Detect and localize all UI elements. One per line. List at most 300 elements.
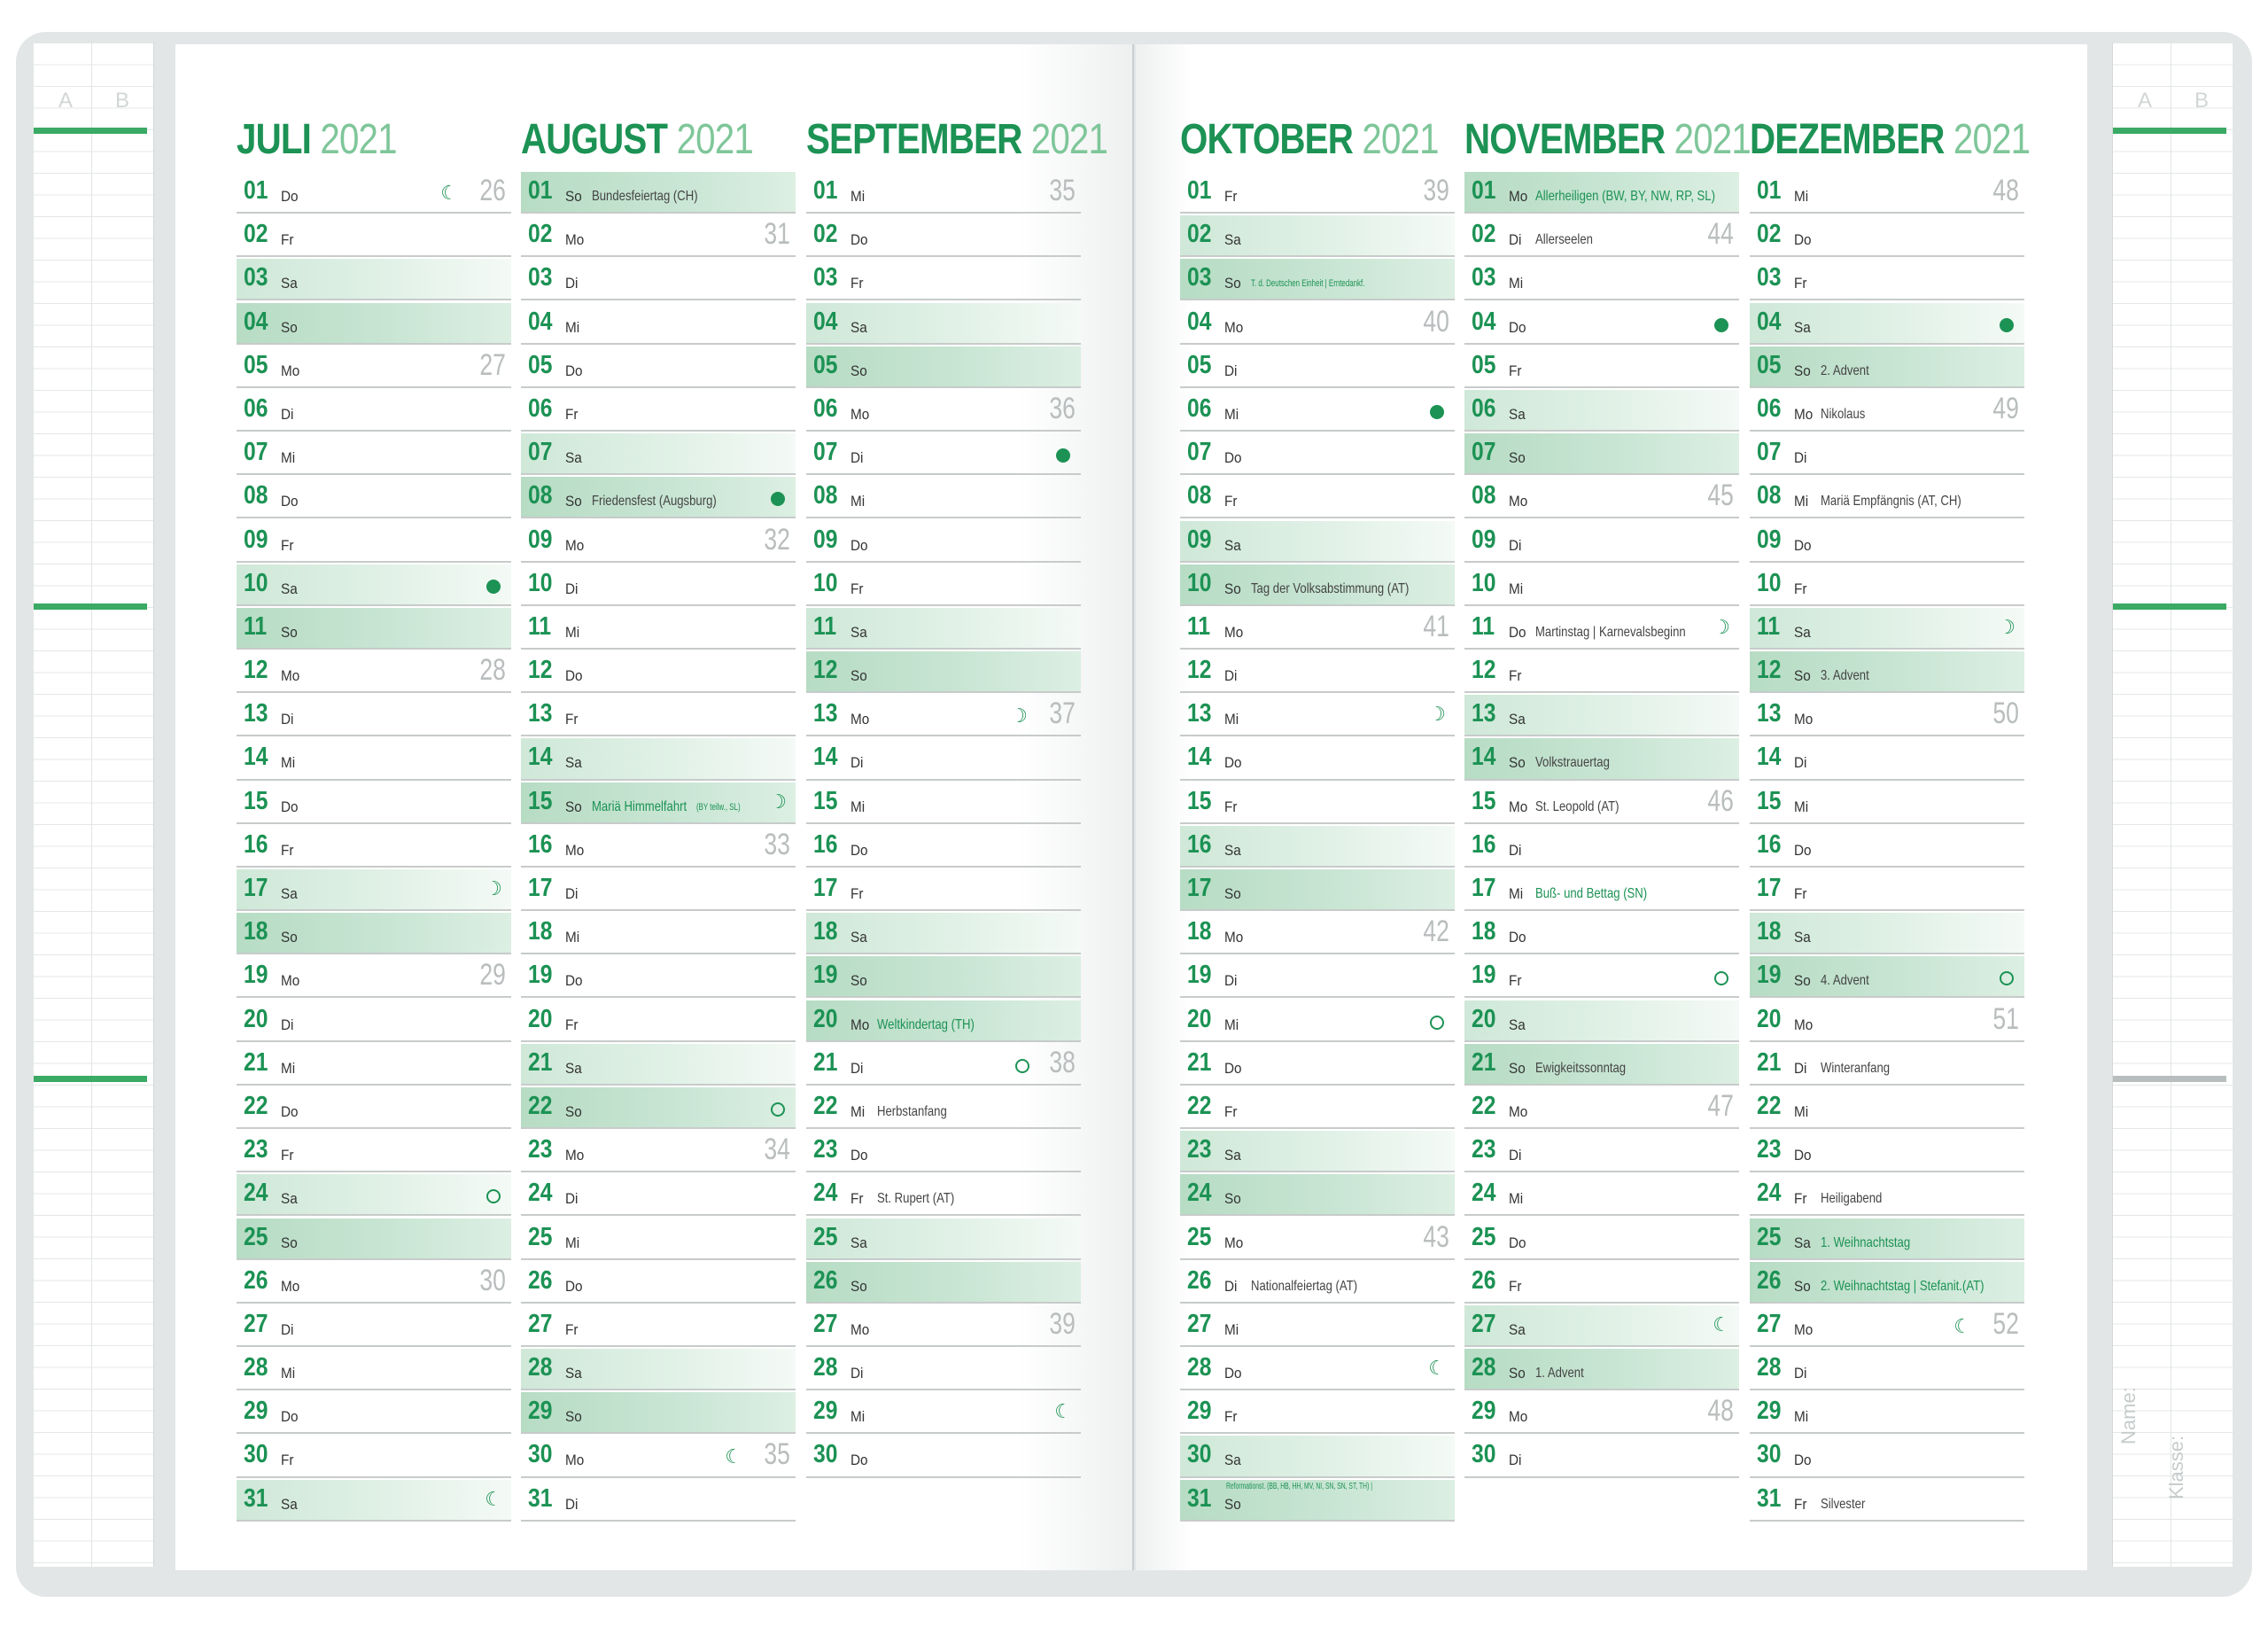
day-row[interactable] bbox=[521, 1392, 796, 1434]
day-row[interactable] bbox=[1464, 869, 1739, 911]
day-row[interactable] bbox=[521, 1174, 796, 1216]
day-row[interactable] bbox=[1180, 215, 1455, 257]
column-letter-b: B bbox=[2194, 89, 2210, 113]
day-row[interactable] bbox=[1464, 1436, 1739, 1477]
day-row[interactable] bbox=[237, 433, 511, 475]
day-number: 14 bbox=[1187, 743, 1212, 772]
day-row[interactable] bbox=[237, 826, 511, 868]
day-row[interactable] bbox=[1750, 608, 2024, 650]
day-row[interactable] bbox=[1750, 695, 2024, 736]
day-row[interactable] bbox=[237, 1392, 511, 1434]
day-row[interactable] bbox=[806, 390, 1081, 432]
day-row[interactable] bbox=[1464, 1087, 1739, 1129]
day-row[interactable] bbox=[521, 651, 796, 693]
day-list bbox=[1180, 172, 1455, 1522]
week-number: 32 bbox=[764, 522, 790, 557]
day-number: 27 bbox=[244, 1309, 268, 1338]
day-row[interactable] bbox=[521, 1305, 796, 1347]
day-number: 11 bbox=[1757, 611, 1781, 641]
day-row[interactable] bbox=[1180, 521, 1455, 563]
week-number: 50 bbox=[1992, 697, 2019, 731]
day-row[interactable] bbox=[806, 651, 1081, 693]
week-number: 35 bbox=[764, 1437, 790, 1472]
day-row[interactable] bbox=[806, 1262, 1081, 1304]
day-row[interactable] bbox=[1750, 1436, 2024, 1477]
day-row[interactable] bbox=[521, 346, 796, 388]
weekday-label: So bbox=[1224, 885, 1241, 902]
weekday-label: Mo bbox=[565, 536, 585, 554]
month-name: NOVEMBER bbox=[1464, 116, 1666, 163]
day-row[interactable] bbox=[806, 1087, 1081, 1129]
weekday-label: Fr bbox=[850, 885, 864, 902]
day-row[interactable] bbox=[521, 1480, 796, 1522]
day-row[interactable] bbox=[237, 346, 511, 388]
day-row[interactable] bbox=[1180, 303, 1455, 345]
weekday-label: Do bbox=[281, 1102, 299, 1120]
day-number: 14 bbox=[528, 743, 553, 772]
weekday-label: Mo bbox=[850, 1016, 870, 1033]
day-row[interactable] bbox=[521, 259, 796, 300]
day-row[interactable] bbox=[521, 695, 796, 736]
day-row[interactable] bbox=[521, 913, 796, 954]
day-row[interactable] bbox=[806, 172, 1081, 214]
day-number: 26 bbox=[1472, 1265, 1496, 1295]
day-row[interactable] bbox=[1750, 869, 2024, 911]
day-row[interactable] bbox=[806, 346, 1081, 388]
day-number: 10 bbox=[528, 568, 553, 597]
day-number: 12 bbox=[528, 656, 553, 685]
waxing-moon-icon: ☽ bbox=[1998, 615, 2016, 638]
day-row[interactable] bbox=[806, 869, 1081, 911]
weekday-label: Di bbox=[1794, 1059, 1807, 1077]
day-number: 01 bbox=[244, 176, 268, 205]
day-row[interactable] bbox=[1750, 1131, 2024, 1172]
day-row[interactable] bbox=[806, 1349, 1081, 1390]
day-row[interactable] bbox=[1464, 1392, 1739, 1434]
day-row[interactable] bbox=[1750, 1392, 2024, 1434]
day-number: 21 bbox=[1187, 1047, 1212, 1077]
day-number: 13 bbox=[244, 699, 268, 728]
day-row[interactable] bbox=[1750, 433, 2024, 475]
weekday-label: Do bbox=[565, 972, 583, 990]
day-number: 02 bbox=[1187, 220, 1212, 249]
weekday-label: Do bbox=[1794, 841, 1812, 859]
day-row[interactable] bbox=[521, 1349, 796, 1390]
day-row[interactable] bbox=[1750, 1044, 2024, 1086]
day-row[interactable] bbox=[1464, 1218, 1739, 1260]
day-row[interactable] bbox=[1464, 1349, 1739, 1390]
month-year: 2021 bbox=[1953, 116, 2031, 163]
day-row[interactable] bbox=[1180, 346, 1455, 388]
weekday-label: Di bbox=[565, 580, 579, 597]
day-row[interactable] bbox=[237, 564, 511, 606]
weekday-label: Mo bbox=[1794, 1016, 1814, 1033]
day-number: 30 bbox=[1187, 1440, 1212, 1469]
day-row[interactable] bbox=[1464, 1305, 1739, 1347]
day-row[interactable] bbox=[521, 521, 796, 563]
day-row[interactable] bbox=[1180, 1349, 1455, 1390]
day-row[interactable] bbox=[1464, 390, 1739, 432]
day-row[interactable] bbox=[806, 738, 1081, 780]
day-row[interactable] bbox=[806, 1131, 1081, 1172]
day-row[interactable] bbox=[1180, 1000, 1455, 1042]
day-row[interactable] bbox=[521, 608, 796, 650]
day-row[interactable] bbox=[521, 1087, 796, 1129]
weekday-label: So bbox=[1224, 275, 1241, 292]
day-row[interactable] bbox=[1750, 477, 2024, 518]
month-name: OKTOBER bbox=[1180, 116, 1353, 163]
day-number: 19 bbox=[528, 961, 553, 990]
day-row[interactable] bbox=[1750, 651, 2024, 693]
waning-moon-icon: ☾ bbox=[1428, 1357, 1446, 1380]
day-row[interactable] bbox=[1464, 913, 1739, 954]
new-moon-icon bbox=[486, 580, 501, 594]
day-row[interactable] bbox=[1464, 172, 1739, 214]
day-row[interactable] bbox=[1750, 259, 2024, 300]
day-row[interactable] bbox=[1180, 826, 1455, 868]
day-row[interactable] bbox=[1464, 1174, 1739, 1216]
day-row[interactable] bbox=[1180, 1392, 1455, 1434]
day-row[interactable] bbox=[237, 1000, 511, 1042]
day-row[interactable] bbox=[1750, 1262, 2024, 1304]
day-row[interactable] bbox=[1180, 608, 1455, 650]
day-row[interactable] bbox=[521, 1131, 796, 1172]
weekday-label: Fr bbox=[1224, 188, 1238, 205]
day-row[interactable] bbox=[1464, 477, 1739, 518]
weekday-label: Do bbox=[1224, 754, 1242, 772]
weekday-label: Mi bbox=[850, 1102, 866, 1120]
day-row[interactable] bbox=[806, 564, 1081, 606]
weekday-label: Fr bbox=[1509, 972, 1522, 990]
day-number: 28 bbox=[244, 1353, 268, 1382]
weekday-label: Di bbox=[850, 1059, 864, 1077]
right-cover-flap bbox=[2112, 43, 2233, 1567]
day-number: 20 bbox=[1757, 1004, 1782, 1033]
day-row[interactable] bbox=[1464, 782, 1739, 824]
day-row[interactable] bbox=[521, 564, 796, 606]
day-row[interactable] bbox=[521, 1218, 796, 1260]
day-row[interactable] bbox=[237, 259, 511, 300]
day-row[interactable] bbox=[806, 1305, 1081, 1347]
month-heading bbox=[806, 115, 1108, 167]
day-row[interactable] bbox=[806, 608, 1081, 650]
day-number: 22 bbox=[1472, 1091, 1496, 1120]
day-row[interactable] bbox=[1180, 1436, 1455, 1477]
day-row[interactable] bbox=[1750, 1174, 2024, 1216]
weekday-label: Mo bbox=[1224, 623, 1244, 641]
column-letter-a: A bbox=[2138, 89, 2153, 113]
day-row[interactable] bbox=[237, 1480, 511, 1522]
day-row[interactable] bbox=[806, 477, 1081, 518]
day-row[interactable] bbox=[806, 1044, 1081, 1086]
day-row[interactable] bbox=[1464, 1044, 1739, 1086]
day-row[interactable] bbox=[521, 172, 796, 214]
day-row[interactable] bbox=[521, 738, 796, 780]
day-row[interactable] bbox=[806, 1218, 1081, 1260]
day-row[interactable] bbox=[237, 477, 511, 518]
day-row[interactable] bbox=[521, 1000, 796, 1042]
day-row[interactable] bbox=[806, 433, 1081, 475]
day-row[interactable] bbox=[806, 215, 1081, 257]
day-row[interactable] bbox=[237, 172, 511, 214]
day-row[interactable] bbox=[1180, 869, 1455, 911]
day-row[interactable] bbox=[521, 956, 796, 998]
week-number: 44 bbox=[1707, 217, 1734, 252]
day-number: 09 bbox=[1757, 525, 1782, 554]
day-row[interactable] bbox=[237, 215, 511, 257]
day-number: 06 bbox=[813, 393, 838, 423]
weekday-label: Mi bbox=[1224, 711, 1239, 728]
day-number: 06 bbox=[244, 393, 268, 423]
day-number: 23 bbox=[1187, 1135, 1212, 1164]
weekday-label: Sa bbox=[1224, 536, 1241, 554]
day-row[interactable] bbox=[237, 1174, 511, 1216]
holiday-label: Allerseelen bbox=[1535, 232, 1593, 248]
day-row[interactable] bbox=[806, 259, 1081, 300]
day-row[interactable] bbox=[1180, 259, 1455, 300]
day-number: 04 bbox=[528, 307, 553, 336]
day-row[interactable] bbox=[1464, 695, 1739, 736]
day-row[interactable] bbox=[1750, 172, 2024, 214]
day-number: 02 bbox=[528, 220, 553, 249]
day-row[interactable] bbox=[1464, 956, 1739, 998]
day-row[interactable] bbox=[1464, 215, 1739, 257]
day-row[interactable] bbox=[1180, 477, 1455, 518]
day-row[interactable] bbox=[521, 477, 796, 518]
waxing-moon-icon: ☽ bbox=[1713, 615, 1730, 638]
holiday-label: 2. Weihnachtstag | Stefanit.(AT) bbox=[1821, 1278, 1984, 1294]
day-row[interactable] bbox=[1464, 259, 1739, 300]
day-number: 20 bbox=[528, 1004, 553, 1033]
day-row[interactable] bbox=[1180, 564, 1455, 606]
day-row[interactable] bbox=[1180, 390, 1455, 432]
day-number: 20 bbox=[1472, 1004, 1496, 1033]
day-row[interactable] bbox=[1180, 1480, 1455, 1522]
weekday-label: Mi bbox=[1509, 580, 1524, 597]
weekday-label: Sa bbox=[565, 1365, 582, 1382]
day-number: 12 bbox=[244, 656, 268, 685]
day-row[interactable] bbox=[237, 303, 511, 345]
day-row[interactable] bbox=[806, 1174, 1081, 1216]
day-number: 06 bbox=[1757, 393, 1782, 423]
day-row[interactable] bbox=[1750, 1218, 2024, 1260]
day-row[interactable] bbox=[237, 1218, 511, 1260]
day-row[interactable] bbox=[237, 390, 511, 432]
day-row[interactable] bbox=[1750, 1000, 2024, 1042]
day-row[interactable] bbox=[806, 695, 1081, 736]
day-row[interactable] bbox=[1180, 1305, 1455, 1347]
weekday-label: Fr bbox=[1509, 667, 1522, 685]
day-row[interactable] bbox=[1180, 913, 1455, 954]
day-row[interactable] bbox=[806, 956, 1081, 998]
day-row[interactable] bbox=[806, 1392, 1081, 1434]
day-number: 11 bbox=[813, 611, 837, 641]
day-row[interactable] bbox=[237, 956, 511, 998]
day-row[interactable] bbox=[521, 869, 796, 911]
holiday-label: Volkstrauertag bbox=[1535, 755, 1610, 771]
day-number: 17 bbox=[1472, 874, 1496, 902]
week-number: 48 bbox=[1992, 174, 2019, 207]
day-row[interactable] bbox=[806, 303, 1081, 345]
day-row[interactable] bbox=[237, 1262, 511, 1304]
weekday-label: Mi bbox=[281, 1365, 296, 1382]
day-row[interactable] bbox=[521, 782, 796, 824]
day-row[interactable] bbox=[806, 521, 1081, 563]
day-row[interactable] bbox=[1464, 564, 1739, 606]
day-row[interactable] bbox=[237, 738, 511, 780]
day-row[interactable] bbox=[521, 1044, 796, 1086]
day-row[interactable] bbox=[237, 1305, 511, 1347]
week-number: 31 bbox=[764, 217, 790, 252]
day-row[interactable] bbox=[1750, 346, 2024, 388]
day-row[interactable] bbox=[806, 782, 1081, 824]
day-row[interactable] bbox=[237, 695, 511, 736]
day-row[interactable] bbox=[1750, 913, 2024, 954]
day-row[interactable] bbox=[1180, 1044, 1455, 1086]
day-number: 31 bbox=[528, 1483, 553, 1513]
day-row[interactable] bbox=[1464, 303, 1739, 345]
day-row[interactable] bbox=[237, 651, 511, 693]
day-row[interactable] bbox=[1464, 826, 1739, 868]
day-row[interactable] bbox=[521, 1262, 796, 1304]
full-moon-icon bbox=[1015, 1059, 1029, 1073]
waning-moon-icon: ☾ bbox=[725, 1445, 742, 1468]
day-row[interactable] bbox=[1464, 1131, 1739, 1172]
day-row[interactable] bbox=[1750, 215, 2024, 257]
day-number: 11 bbox=[1472, 611, 1495, 641]
day-number: 19 bbox=[1472, 961, 1496, 990]
day-row[interactable] bbox=[1464, 608, 1739, 650]
day-number: 20 bbox=[244, 1004, 268, 1033]
day-row[interactable] bbox=[237, 1349, 511, 1390]
day-row[interactable] bbox=[1750, 956, 2024, 998]
day-row[interactable] bbox=[1180, 651, 1455, 693]
day-row[interactable] bbox=[521, 433, 796, 475]
day-row[interactable] bbox=[237, 1131, 511, 1172]
month-column-oktober bbox=[1180, 115, 1455, 1523]
day-row[interactable] bbox=[1464, 521, 1739, 563]
holiday-label: 4. Advent bbox=[1821, 973, 1869, 989]
day-number: 25 bbox=[528, 1222, 553, 1251]
weekday-label: Mi bbox=[281, 1059, 296, 1077]
day-row[interactable] bbox=[806, 1000, 1081, 1042]
day-row[interactable] bbox=[521, 215, 796, 257]
weekday-label: Mi bbox=[850, 188, 866, 205]
day-row[interactable] bbox=[237, 608, 511, 650]
day-number: 17 bbox=[813, 874, 838, 902]
day-row[interactable] bbox=[1464, 1000, 1739, 1042]
day-number: 14 bbox=[813, 743, 838, 772]
weekday-label: Mi bbox=[850, 493, 866, 510]
day-row[interactable] bbox=[1464, 651, 1739, 693]
day-row[interactable] bbox=[521, 826, 796, 868]
day-number: 15 bbox=[1472, 786, 1496, 815]
weekday-label: Di bbox=[281, 405, 294, 423]
day-row[interactable] bbox=[1750, 521, 2024, 563]
day-number: 21 bbox=[1757, 1047, 1782, 1077]
day-row[interactable] bbox=[1180, 695, 1455, 736]
weekday-label: Sa bbox=[565, 754, 582, 772]
day-row[interactable] bbox=[1750, 564, 2024, 606]
month-heading bbox=[237, 115, 467, 167]
day-row[interactable] bbox=[1180, 1218, 1455, 1260]
day-number: 03 bbox=[813, 263, 838, 292]
day-number: 03 bbox=[1187, 263, 1212, 292]
weekday-label: So bbox=[850, 1277, 867, 1295]
day-number: 11 bbox=[528, 611, 552, 641]
day-row[interactable] bbox=[806, 1436, 1081, 1477]
week-number: 47 bbox=[1707, 1088, 1734, 1123]
day-row[interactable] bbox=[1180, 1174, 1455, 1216]
holiday-label: 2. Advent bbox=[1821, 362, 1869, 378]
day-row[interactable] bbox=[237, 1044, 511, 1086]
day-row[interactable] bbox=[1180, 956, 1455, 998]
day-row[interactable] bbox=[1750, 1349, 2024, 1390]
day-row[interactable] bbox=[1464, 1262, 1739, 1304]
day-row[interactable] bbox=[1180, 172, 1455, 214]
weekday-label: Do bbox=[850, 841, 868, 859]
day-number: 15 bbox=[244, 786, 268, 815]
day-row[interactable] bbox=[1180, 1262, 1455, 1304]
day-row[interactable] bbox=[1750, 1087, 2024, 1129]
day-row[interactable] bbox=[1750, 390, 2024, 432]
holiday-label: St. Leopold (AT) bbox=[1535, 798, 1619, 814]
day-number: 19 bbox=[813, 961, 838, 990]
day-row[interactable] bbox=[237, 521, 511, 563]
weekday-label: Di bbox=[565, 1190, 579, 1208]
day-row[interactable] bbox=[806, 826, 1081, 868]
day-number: 25 bbox=[244, 1222, 268, 1251]
day-number: 06 bbox=[1187, 393, 1212, 423]
day-row[interactable] bbox=[1180, 738, 1455, 780]
day-row[interactable] bbox=[237, 782, 511, 824]
day-number: 04 bbox=[1757, 307, 1782, 336]
day-number: 04 bbox=[813, 307, 838, 336]
flap-stripe bbox=[34, 603, 147, 610]
day-row[interactable] bbox=[1180, 1131, 1455, 1172]
day-row[interactable] bbox=[1750, 782, 2024, 824]
day-row[interactable] bbox=[237, 869, 511, 911]
weekday-label: So bbox=[1224, 580, 1241, 597]
day-row[interactable] bbox=[237, 1087, 511, 1129]
month-heading bbox=[1464, 115, 1751, 167]
day-row[interactable] bbox=[237, 1436, 511, 1477]
day-row[interactable] bbox=[1750, 1480, 2024, 1522]
day-row[interactable] bbox=[521, 1436, 796, 1477]
holiday-label: Nationalfeiertag (AT) bbox=[1251, 1278, 1358, 1294]
day-row[interactable] bbox=[1750, 826, 2024, 868]
day-row[interactable] bbox=[806, 913, 1081, 954]
day-row[interactable] bbox=[1464, 433, 1739, 475]
day-number: 29 bbox=[528, 1397, 553, 1426]
day-row[interactable] bbox=[1180, 1087, 1455, 1129]
day-number: 14 bbox=[1757, 743, 1782, 772]
day-row[interactable] bbox=[237, 913, 511, 954]
day-row[interactable] bbox=[1180, 782, 1455, 824]
day-number: 08 bbox=[813, 481, 838, 510]
day-row[interactable] bbox=[1750, 738, 2024, 780]
day-row[interactable] bbox=[521, 390, 796, 432]
day-row[interactable] bbox=[1750, 1305, 2024, 1347]
holiday-label: Martinstag | Karnevalsbeginn bbox=[1535, 624, 1686, 640]
flap-stripe bbox=[34, 128, 147, 134]
day-row[interactable] bbox=[1750, 303, 2024, 345]
day-row[interactable] bbox=[1464, 346, 1739, 388]
day-row[interactable] bbox=[521, 303, 796, 345]
day-row[interactable] bbox=[1464, 738, 1739, 780]
day-row[interactable] bbox=[1180, 433, 1455, 475]
weekday-label: Fr bbox=[281, 841, 294, 859]
